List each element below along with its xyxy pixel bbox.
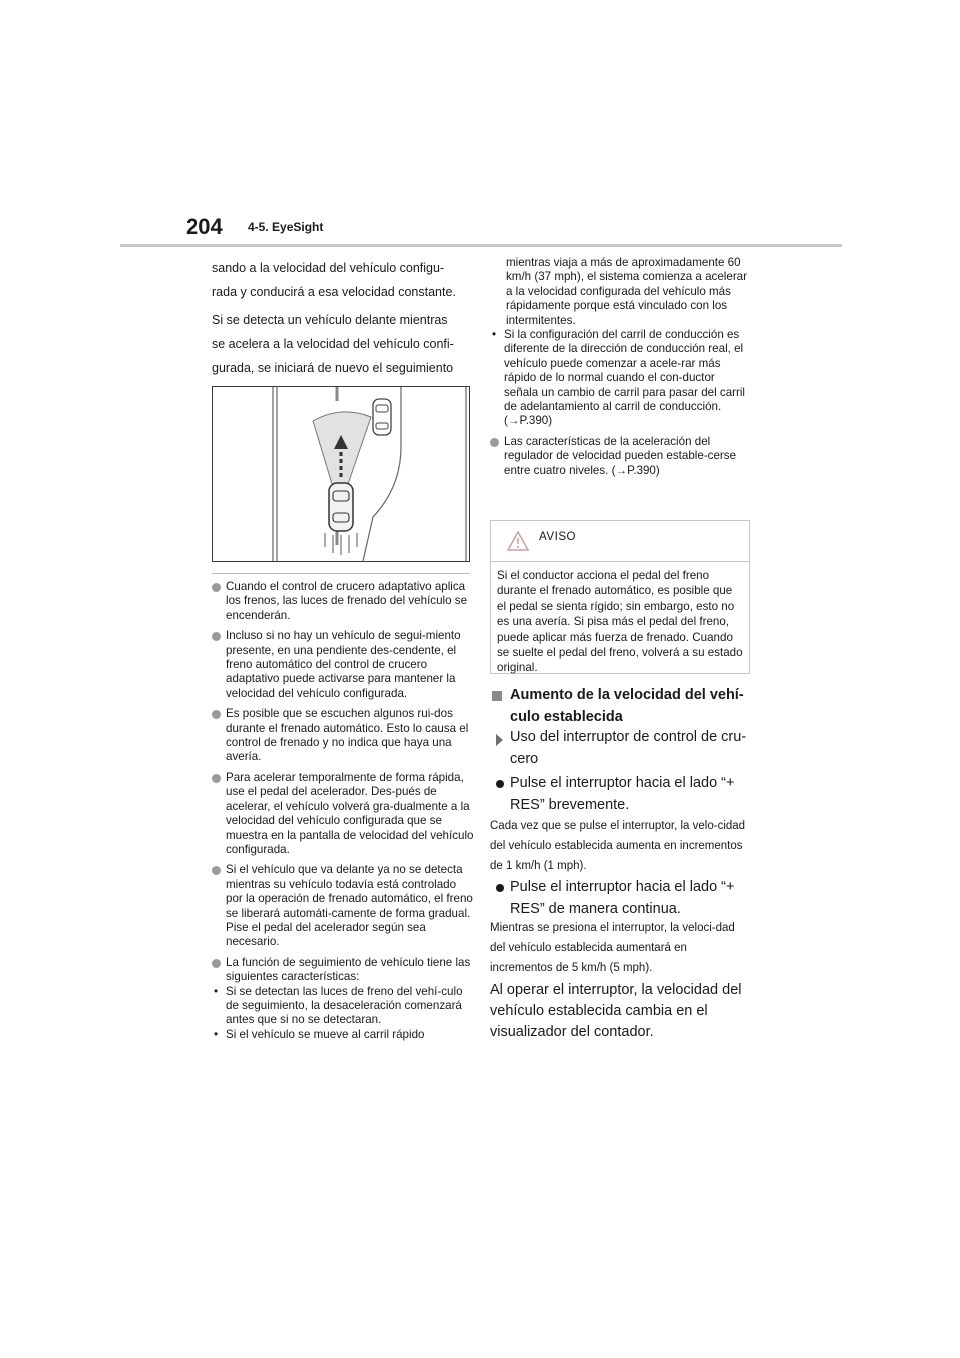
own-car-icon xyxy=(325,483,357,555)
note-item: Incluso si no hay un vehículo de segui-miento presente, en una pendiente des-cendente, el freno automático del control de crucero adaptativo puede activarse para mantener la velocidad del vehículo configurada. xyxy=(212,629,474,701)
warning-title: AVISO xyxy=(539,530,577,543)
sub-note-item: • Si se detectan las luces de freno del vehí-culo de seguimiento, la desaceleración comenzará antes que si no se detectaran. xyxy=(214,984,463,1027)
closing-paragraph: Al operar el interruptor, la velocidad del vehículo establecida cambia en el visualizador del contador. xyxy=(490,982,742,1040)
intro-paragraph-2: Si se detecta un vehículo delante mientras se acelera a la velocidad del vehículo confi- gurada, se iniciará de nuevo el seguimiento xyxy=(212,313,454,375)
sub-note-item: • Si el vehículo se mueve al carril rápido xyxy=(214,1027,425,1041)
bullet-dot-icon xyxy=(212,583,221,592)
bullet-dot-icon xyxy=(212,774,221,783)
notes-list xyxy=(212,580,474,1042)
bullet-dot-icon xyxy=(496,884,504,892)
continued-text: mientras viaja a más de aproximadamente 60 km/h (37 mph), el sistema comienza a acelerar a la velocidad configurada del vehículo más rápidamente porque está vinculado con los intermitentes. xyxy=(506,256,747,327)
bullet-dot-icon xyxy=(212,710,221,719)
lane-change-illustration xyxy=(212,386,470,562)
bullet-dot-icon xyxy=(490,438,499,447)
section-title: 4-5. EyeSight xyxy=(248,220,324,234)
road-diagram-svg xyxy=(213,387,469,561)
header-divider xyxy=(120,244,842,247)
warning-body: Si el conductor acciona el pedal del freno durante el frenado automático, es posible que el pedal se sienta rígido; sin embargo, esto no es una avería. Si pisa más el pedal del freno, puede aplicar más fuerza de frenado. Cuando se suelte el pedal del freno, volverá a su estado original. xyxy=(497,569,743,675)
subsection-heading: Aumento de la velocidad del vehí-culo establecida xyxy=(490,684,752,728)
note-item: Cuando el control de crucero adaptativo aplica los frenos, las luces de frenado del vehículo se encenderán. xyxy=(212,580,474,623)
note-item: Para acelerar temporalmente de forma rápida, use el pedal del acelerador. Des-pués de acelerar, el vehículo volverá gra-dualmente a la velocidad del vehículo configurada que se muestra en la pantalla de velocidad del vehículo configurada. xyxy=(212,771,474,857)
bullet-dot-icon xyxy=(212,866,221,875)
bullet-dot-icon xyxy=(212,632,221,641)
note-item: La función de seguimiento de vehículo tiene las siguientes características: xyxy=(212,956,474,985)
intro-text xyxy=(212,256,472,404)
arrow-bullet-icon xyxy=(496,734,503,746)
note-item: Es posible que se escuchen algunos rui-dos durante el frenado automático. Esto lo causa el control de frenado y no indica que haya una avería. xyxy=(212,707,474,765)
figure-divider xyxy=(212,573,470,574)
intro-paragraph-1: sando a la velocidad del vehículo configu- rada y conducirá a esa velocidad constante. xyxy=(212,261,456,299)
note-item: Si el vehículo que va delante ya no se detecta mientras su vehículo todavía está controlado por la operación de frenado automático, el freno se liberará automáti-camente de forma gradual. Pise el pedal del acelerador según sea necesario. xyxy=(212,863,474,949)
step-description: Mientras se presiona el interruptor, la veloci-dad del vehículo establecida aumentará en incrementos de 5 km/h (5 mph). xyxy=(490,922,735,974)
step-item: Pulse el interruptor hacia el lado “+ RES” de manera continua. xyxy=(490,876,752,920)
page-header xyxy=(0,0,960,250)
square-bullet-icon xyxy=(492,691,502,701)
step-item: Pulse el interruptor hacia el lado “+ RES” brevemente. xyxy=(490,772,752,816)
page-number: 204 xyxy=(186,214,223,239)
warning-triangle-icon xyxy=(507,531,529,551)
leading-car-icon xyxy=(373,399,391,435)
step-description: Cada vez que se pulse el interruptor, la velo-cidad del vehículo establecida aumenta en incrementos de 1 km/h (1 mph). xyxy=(490,820,746,872)
note-item: Las características de la aceleración del regulador de velocidad pueden estable-cerse entre cuatro niveles. (→P.390) xyxy=(490,435,752,478)
right-column xyxy=(490,256,752,484)
warning-header xyxy=(491,521,749,562)
sub-note-item: • Si la configuración del carril de conducción es diferente de la dirección de conducción real, el vehículo puede comenzar a acele-rar más rápido de lo normal cuando el con-ductor señala un cambio de carril para pasar del carril de adelantamiento al carril de conducción. (→P.390) xyxy=(492,328,746,428)
bullet-dot-icon xyxy=(212,959,221,968)
bullet-dot-icon xyxy=(496,780,504,788)
warning-box xyxy=(490,520,750,674)
procedure-item: Uso del interruptor de control de cru-cero xyxy=(490,726,752,770)
